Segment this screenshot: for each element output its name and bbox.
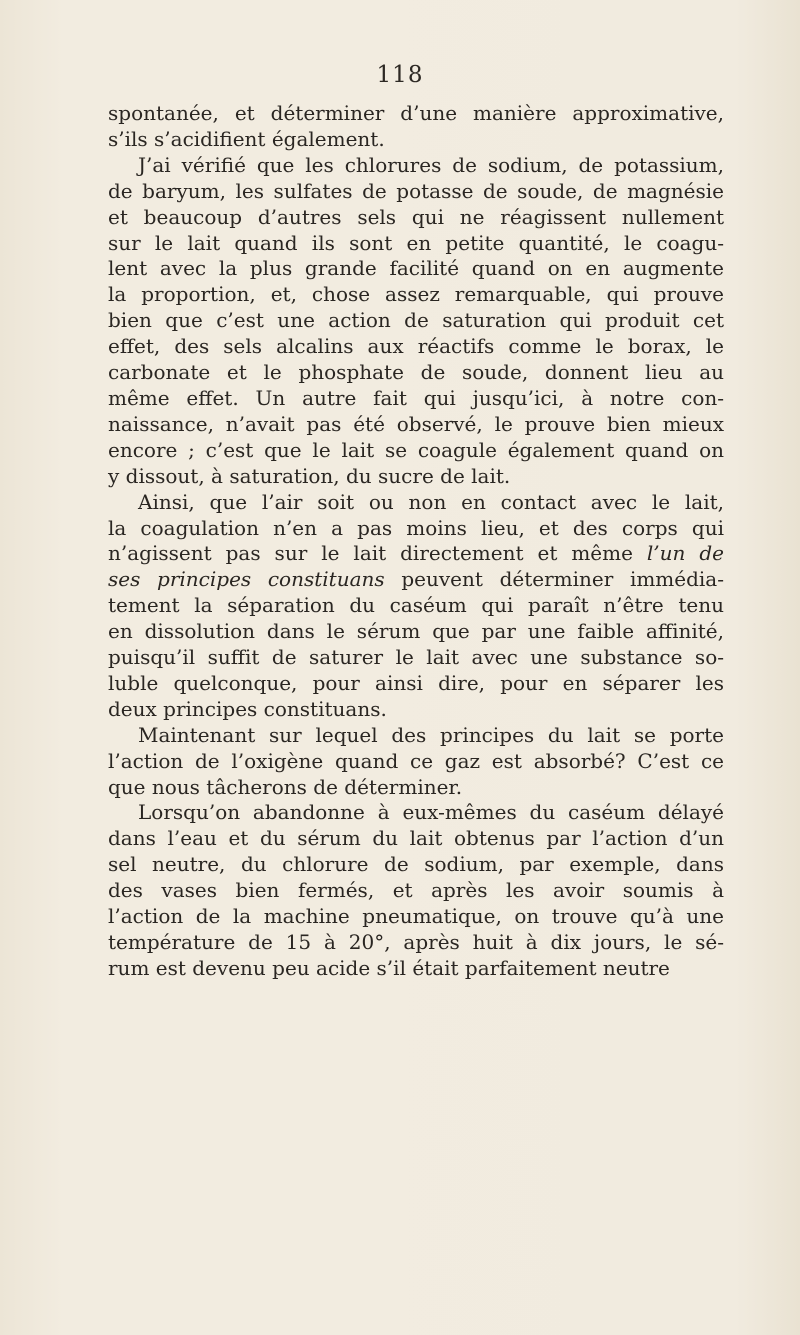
text-line: même effet. Un autre fait qui jusqu’ici, à notre con- [108, 385, 724, 410]
text-line: sur le lait quand ils sont en petite quantité, le coagu- [108, 230, 724, 255]
text-line: carbonate et le phosphate de soude, donnent lieu au [108, 360, 724, 385]
text-line: Lorsqu’on abandonne à eux-mêmes du caséum délayé [138, 800, 724, 825]
text-line: l’action de la machine pneumatique, on trouve qu’à une [108, 904, 724, 929]
text-line: sel neutre, du chlorure de sodium, par exemple, dans [108, 852, 724, 877]
paragraph [108, 101, 724, 153]
text-line: bien que c’est une action de saturation qui produit cet [108, 308, 724, 333]
text-line: Ainsi, que l’air soit ou non en contact avec le lait, [138, 489, 724, 514]
text-line: rum est devenu peu acide s’il était parfaitement neutre [108, 955, 670, 980]
text-line: température de 15 à 20°, après huit à dix jours, le sé- [108, 930, 724, 954]
page-number: 118 [376, 62, 424, 88]
text-line: puisqu’il suffit de saturer le lait avec une substance so- [108, 645, 724, 670]
text-line: la proportion, et, chose assez remarquable, qui prouve [108, 282, 724, 307]
text-line: encore ; c’est que le lait se coagule également quand on [108, 437, 724, 462]
text-line: deux principes constituans. [108, 696, 387, 721]
text-line: naissance, n’avait pas été observé, le prouve bien mieux [108, 411, 724, 436]
text-line: la coagulation n’en a pas moins lieu, et des corps qui [108, 515, 724, 540]
paragraph [108, 153, 724, 490]
text-line: l’action de l’oxigène quand ce gaz est absorbé? C’est ce [108, 748, 724, 773]
text-line: luble quelconque, pour ainsi dire, pour en séparer les [108, 670, 724, 695]
text-line: des vases bien fermés, et après les avoir soumis à [108, 878, 724, 903]
text-line: que nous tâcherons de déterminer. [108, 774, 463, 799]
text-line: s’ils s’acidifient également. [108, 126, 385, 151]
paragraph [108, 490, 724, 723]
text-line: ses principes constituans peuvent déterminer immédia- [108, 567, 724, 592]
body-text [108, 101, 724, 982]
text-line: effet, des sels alcalins aux réactifs comme le borax, le [108, 334, 724, 359]
text-line: Maintenant sur lequel des principes du lait se porte [138, 722, 724, 747]
text-line: n’agissent pas sur le lait directement et même l’un de [108, 541, 725, 566]
paragraph [108, 723, 724, 801]
text-line: spontanée, et déterminer d’une manière approximative, [108, 101, 724, 125]
paragraph [108, 800, 724, 981]
text-line: lent avec la plus grande facilité quand on en augmente [108, 256, 724, 281]
text-line: dans l’eau et du sérum du lait obtenus par l’action d’un [108, 826, 724, 851]
text-line: et beaucoup d’autres sels qui ne réagissent nullement [108, 204, 724, 229]
text-line: J’ai vérifié que les chlorures de sodium, de potassium, [138, 152, 724, 177]
text-line: tement la séparation du caséum qui paraît n’être tenu [108, 593, 724, 618]
text-line: en dissolution dans le sérum que par une faible affinité, [108, 619, 724, 644]
text-line: y dissout, à saturation, du sucre de lait. [108, 463, 511, 488]
text-line: de baryum, les sulfates de potasse de soude, de magnésie [108, 178, 724, 203]
